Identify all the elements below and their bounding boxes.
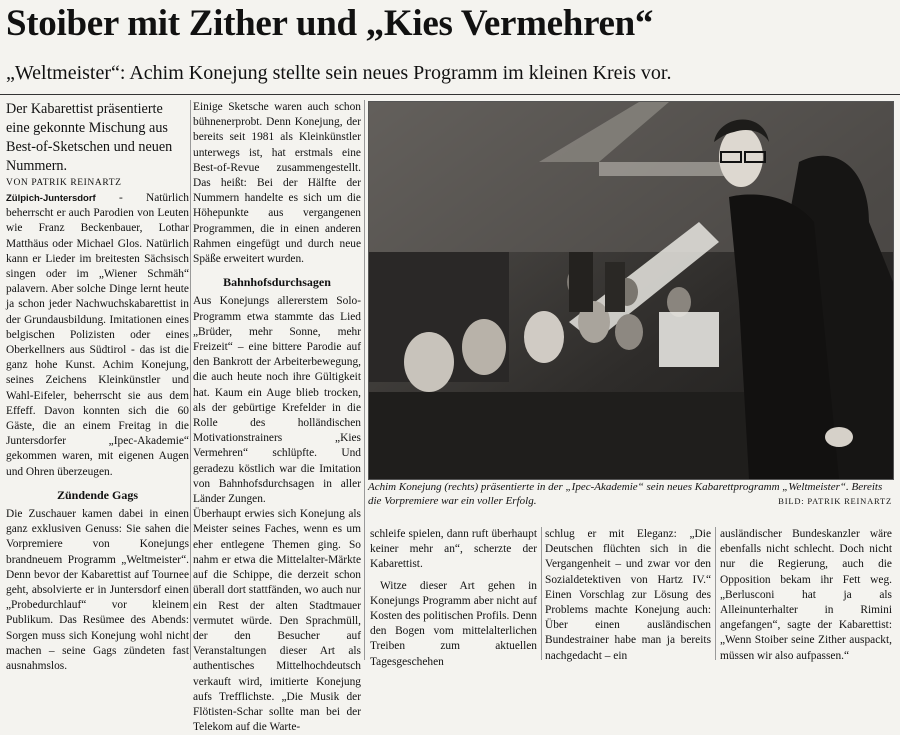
paragraph: Die Zuschauer kamen dabei in einen ganz exklusiven Genuss: Sie sahen die Vorpremiere von Konejungs brandneuem Programm „Weltmeister“. Denn bevor der Kabarettist auf Tournee geht, absolvierte er in Juntersdorf einen „Probedurchlauf“ vor kleinem Publikum. Das Resümee des Abends: Sorgen muss sich Konejung wohl nicht machen – seine Gags zündeten fast ausnahmslos. [6, 508, 189, 673]
column-4 [545, 527, 711, 664]
paragraph: schlug er mit Eleganz: „Die Deutschen flüchten sich in die Vergangenheit – und zwar vor den Sozialdetektiven von Hartz IV.“ Einen Vorschlag zur Lösung des Problems machte Konejung auch: Über einen ausländischen Bundestrainer habe man ja bereits nachgedacht – ein [545, 528, 711, 662]
column-1 [6, 191, 189, 674]
paragraph: Überhaupt erwies sich Konejung als Meister seines Faches, wenn es um eher entlegene Themen ging. So nahm er etwa die Mittelalter-Märkte auf die Schippe, die derzeit schon überall dort stattfänden, wo auch nur ein Rest der alten Stadtmauer vermutet würde. Den Sprachmüll, der den Besucher auf Veranstaltungen dieser Art als authentisches Mittelhochdeutsch verkauft wird, imitierte Konejung aufs Trefflichste. „Die Musik der Flötisten-Schar sollte man bei der Telekom auf die Warte- [193, 508, 361, 734]
paragraph: schleife spielen, dann ruft überhaupt keiner mehr an“, scherzte der Kabarettist. [370, 528, 537, 571]
photo-credit: BILD: PATRIK REINARTZ [778, 496, 892, 506]
paragraph: Einige Sketsche waren auch schon bühnenerprobt. Denn Konejung, der bereits seit 1981 als Kleinkünstler unterwegs ist, hat erstmals eine Best-of-Revue zusammengestellt. Das heißt: Bei der Hälfte der Nummern handelte es sich um die Höhepunkte aus vergangenen Programmen, die in einen anderen Rahmen eingefügt und durch neue Späße erweitert wurden. [193, 101, 361, 266]
column-5 [720, 527, 892, 664]
headline-rule [0, 94, 900, 95]
photo-caption: Achim Konejung (rechts) präsentierte in der „Ipec-Akademie“ sein neues Kabarettprogramm „Weltmeister“. Bereits die Vorpremiere war ein voller Erfolg. BILD: PATRIK REINARTZ [368, 481, 892, 507]
column-divider [715, 527, 716, 660]
column-3 [370, 527, 537, 670]
headline: Stoiber mit Zither und „Kies Vermehren“ [6, 3, 654, 44]
teaser: Der Kabarettist präsentierte eine gekonnte Mischung aus Best-of-Sketschen und neuen Nummern. [6, 101, 173, 174]
dateline: Zülpich-Juntersdorf [6, 193, 96, 204]
photo-image [369, 102, 893, 479]
column-2 [193, 100, 361, 735]
paragraph: Aus Konejungs allererstem Solo-Programm etwa stammte das Lied „Brüder, mehr Sonne, mehr Freizeit“ – eine bittere Parodie auf den Bankrott der Arbeiterbewegung, die auch heute noch ihre Gültigkeit hat. Kaum ein Auge blieb trocken, als der gebürtige Krefelder in die Rolle des holländischen Motivationstrainers „Kies Vermehren“ schlüpfte. Und geradezu köstlich war die Imitation von Bahnhofsdurchsagen in aller Länder Zungen. [193, 295, 361, 506]
paragraph: Zülpich-Juntersdorf - Natürlich beherrscht er auch Parodien von Leuten wie Franz Beckenbauer, Lothar Matthäus oder Michael Glos. Natürlich kann er Lieder im breitesten Sächsisch singen oder im „Wiener Schmäh“ palavern. Aber solche Dinge lernt heute ja schon jeder Nachwuchskabarettist in der Grundausbildung. Imitationen eines belgischen Polizisten oder eines Oberkellners aus Südtirol - das ist die ganz hohe Kunst. Achim Konejung, seines Zeichens Kleinkünstler und Wahl-Eifeler, beherrscht sie aus dem Effeff. Davon konnten sich die 60 Gäste, die an einem Freitag in die Juntersdorfer „Ipec-Akademie“ gekommen waren, mit eigenen Augen und Ohren überzeugen. [6, 192, 189, 478]
paragraph: ausländischer Bundeskanzler wäre ebenfalls nicht schlecht. Doch nicht nur die Regierung, auch die Opposition bekam ihr Fett weg. „Berlusconi hat ja als Alleinunterhalter in Rimini angefangen“, sagte der Kabarettist: „Wenn Stoiber seine Zither auspackt, müssen wir also aufpassen.“ [720, 528, 892, 662]
byline: VON PATRIK REINARTZ [6, 178, 122, 188]
column-divider [190, 100, 191, 660]
subheadline: „Weltmeister“: Achim Konejung stellte sein neues Programm im kleinen Kreis vor. [6, 62, 672, 84]
article-photo [368, 101, 894, 480]
section-heading: Bahnhofsdurchsagen [223, 275, 331, 290]
column-divider [541, 527, 542, 660]
section-heading: Zündende Gags [56, 487, 139, 502]
paragraph: Witze dieser Art gehen in Konejungs Programm aber nicht auf Kosten des politischen Profils. Denn den Bogen vom mittelalterlichen Treiben zum aktuellen Tagesgeschehen [370, 579, 537, 668]
column-divider [364, 100, 365, 660]
